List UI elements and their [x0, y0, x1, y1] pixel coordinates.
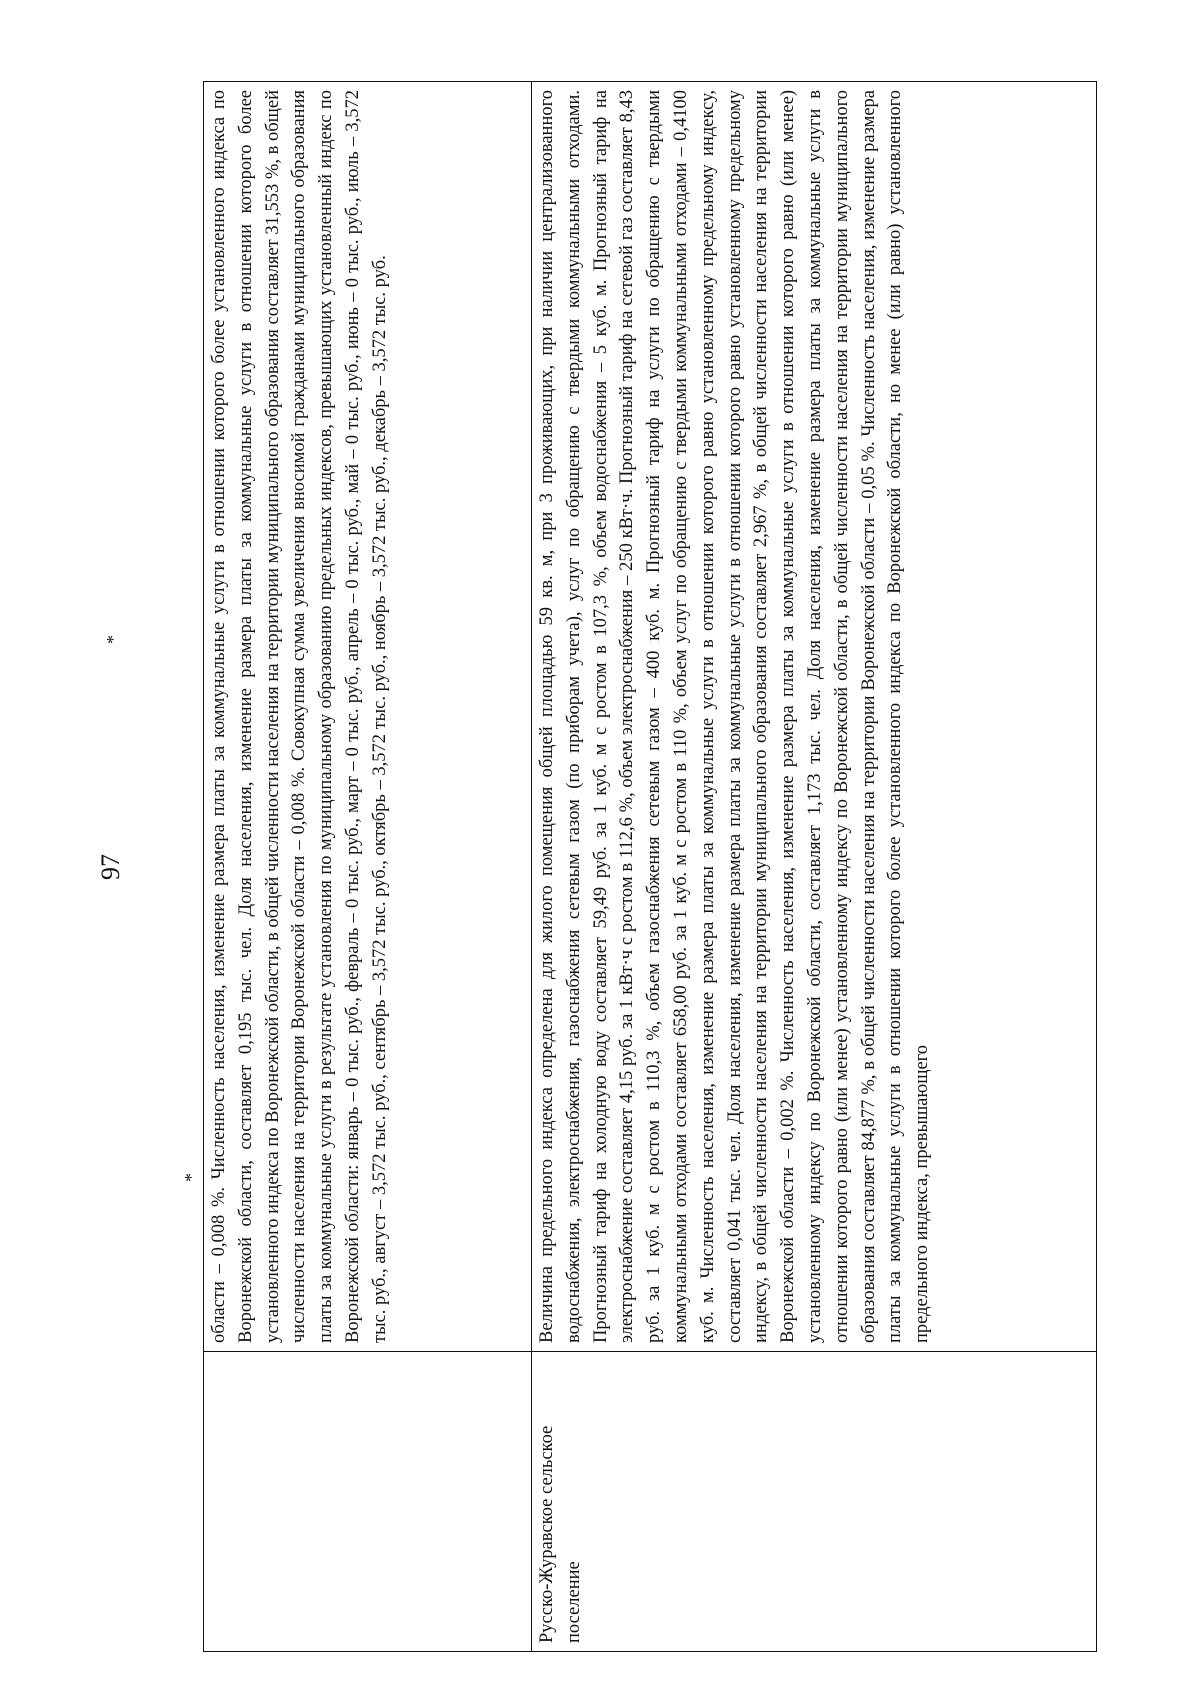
page-number: 97: [96, 854, 125, 880]
description-cell: области – 0,008 %. Численность населения, изменение размера платы за коммунальные услуги в отношении которого более установленного индекса по Воронежской области, составляет 0,195 тыс. чел. Доля населения, изменение размера платы за коммунальные услуги в отношении которого более установленного индекса по Воронежской области, в общей численности населения на территории муниципального образования составляет 31,553 %, в общей численности населения на территории Воронежской области – 0,008 %. Совокупная сумма увеличения вносимой гражданами муниципального образования платы за коммунальные услуги в результате установления по муниципальному образованию предельных индексов, превышающих установленный индекс по Воронежской области: январь – 0 тыс. руб., февраль – 0 тыс. руб., март – 0 тыс. руб., апрель – 0 тыс. руб., май – 0 тыс. руб., июнь – 0 тыс. руб., июль – 3,572 тыс. руб., август – 3,572 тыс. руб., сентябрь – 3,572 тыс. руб., октябрь – 3,572 тыс. руб., ноябрь – 3,572 тыс. руб., декабрь – 3,572 тыс. руб.: [204, 82, 532, 1352]
rotated-page: [90, 82, 1100, 1652]
scan-mark: *: [181, 1173, 201, 1182]
scan-mark: *: [103, 635, 123, 644]
table-row: [532, 82, 1097, 1652]
municipality-cell: Русско-Журавское сельское поселение: [532, 1352, 1097, 1652]
indices-table: [203, 81, 1097, 1652]
municipality-cell: [204, 1352, 532, 1652]
table-row: [204, 82, 532, 1652]
description-cell: Величина предельного индекса определена для жилого помещения общей площадью 59 кв. м, при 3 проживающих, при наличии централизованного водоснабжения, электроснабжения, газоснабжения сетевым газом (по приборам учета), услуг по обращению с твердыми коммунальными отходами. Прогнозный тариф на холодную воду составляет 59,49 руб. за 1 куб. м с ростом в 107,3 %, объем водоснабжения – 5 куб. м. Прогнозный тариф на электроснабжение составляет 4,15 руб. за 1 кВт·ч с ростом в 112,6 %, объем электроснабжения – 250 кВт·ч. Прогнозный тариф на сетевой газ составляет 8,43 руб. за 1 куб. м с ростом в 110,3 %, объем газоснабжения сетевым газом – 400 куб. м. Прогнозный тариф на услуги по обращению с твердыми коммунальными отходами составляет 658,00 руб. за 1 куб. м с ростом в 110 %, объем услуг по обращению с твердыми коммунальными отходами – 0,4100 куб. м. Численность населения, изменение размера платы за коммунальные услуги в отношении которого равно установленному предельному индексу, составляет 0,041 тыс. чел. Доля населения, изменение размера платы за коммунальные услуги в отношении которого равно установленному предельному индексу, в общей численности населения на территории муниципального образования составляет 2,967 %, в общей численности населения на территории Воронежской области – 0,002 %. Численность населения, изменение размера платы за коммунальные услуги в отношении которого равно (или менее) установленному индексу по Воронежской области, составляет 1,173 тыс. чел. Доля населения, изменение размера платы за коммунальные услуги в отношении которого равно (или менее) установленному индексу по Воронежской области, в общей численности населения на территории муниципального образования составляет 84,877 %, в общей численности населения на территории Воронежской области – 0,05 %. Численность населения, изменение размера платы за коммунальные услуги в отношении которого более установленного индекса по Воронежской области, но менее (или равно) установленного предельного индекса, превышающего: [532, 82, 1097, 1352]
